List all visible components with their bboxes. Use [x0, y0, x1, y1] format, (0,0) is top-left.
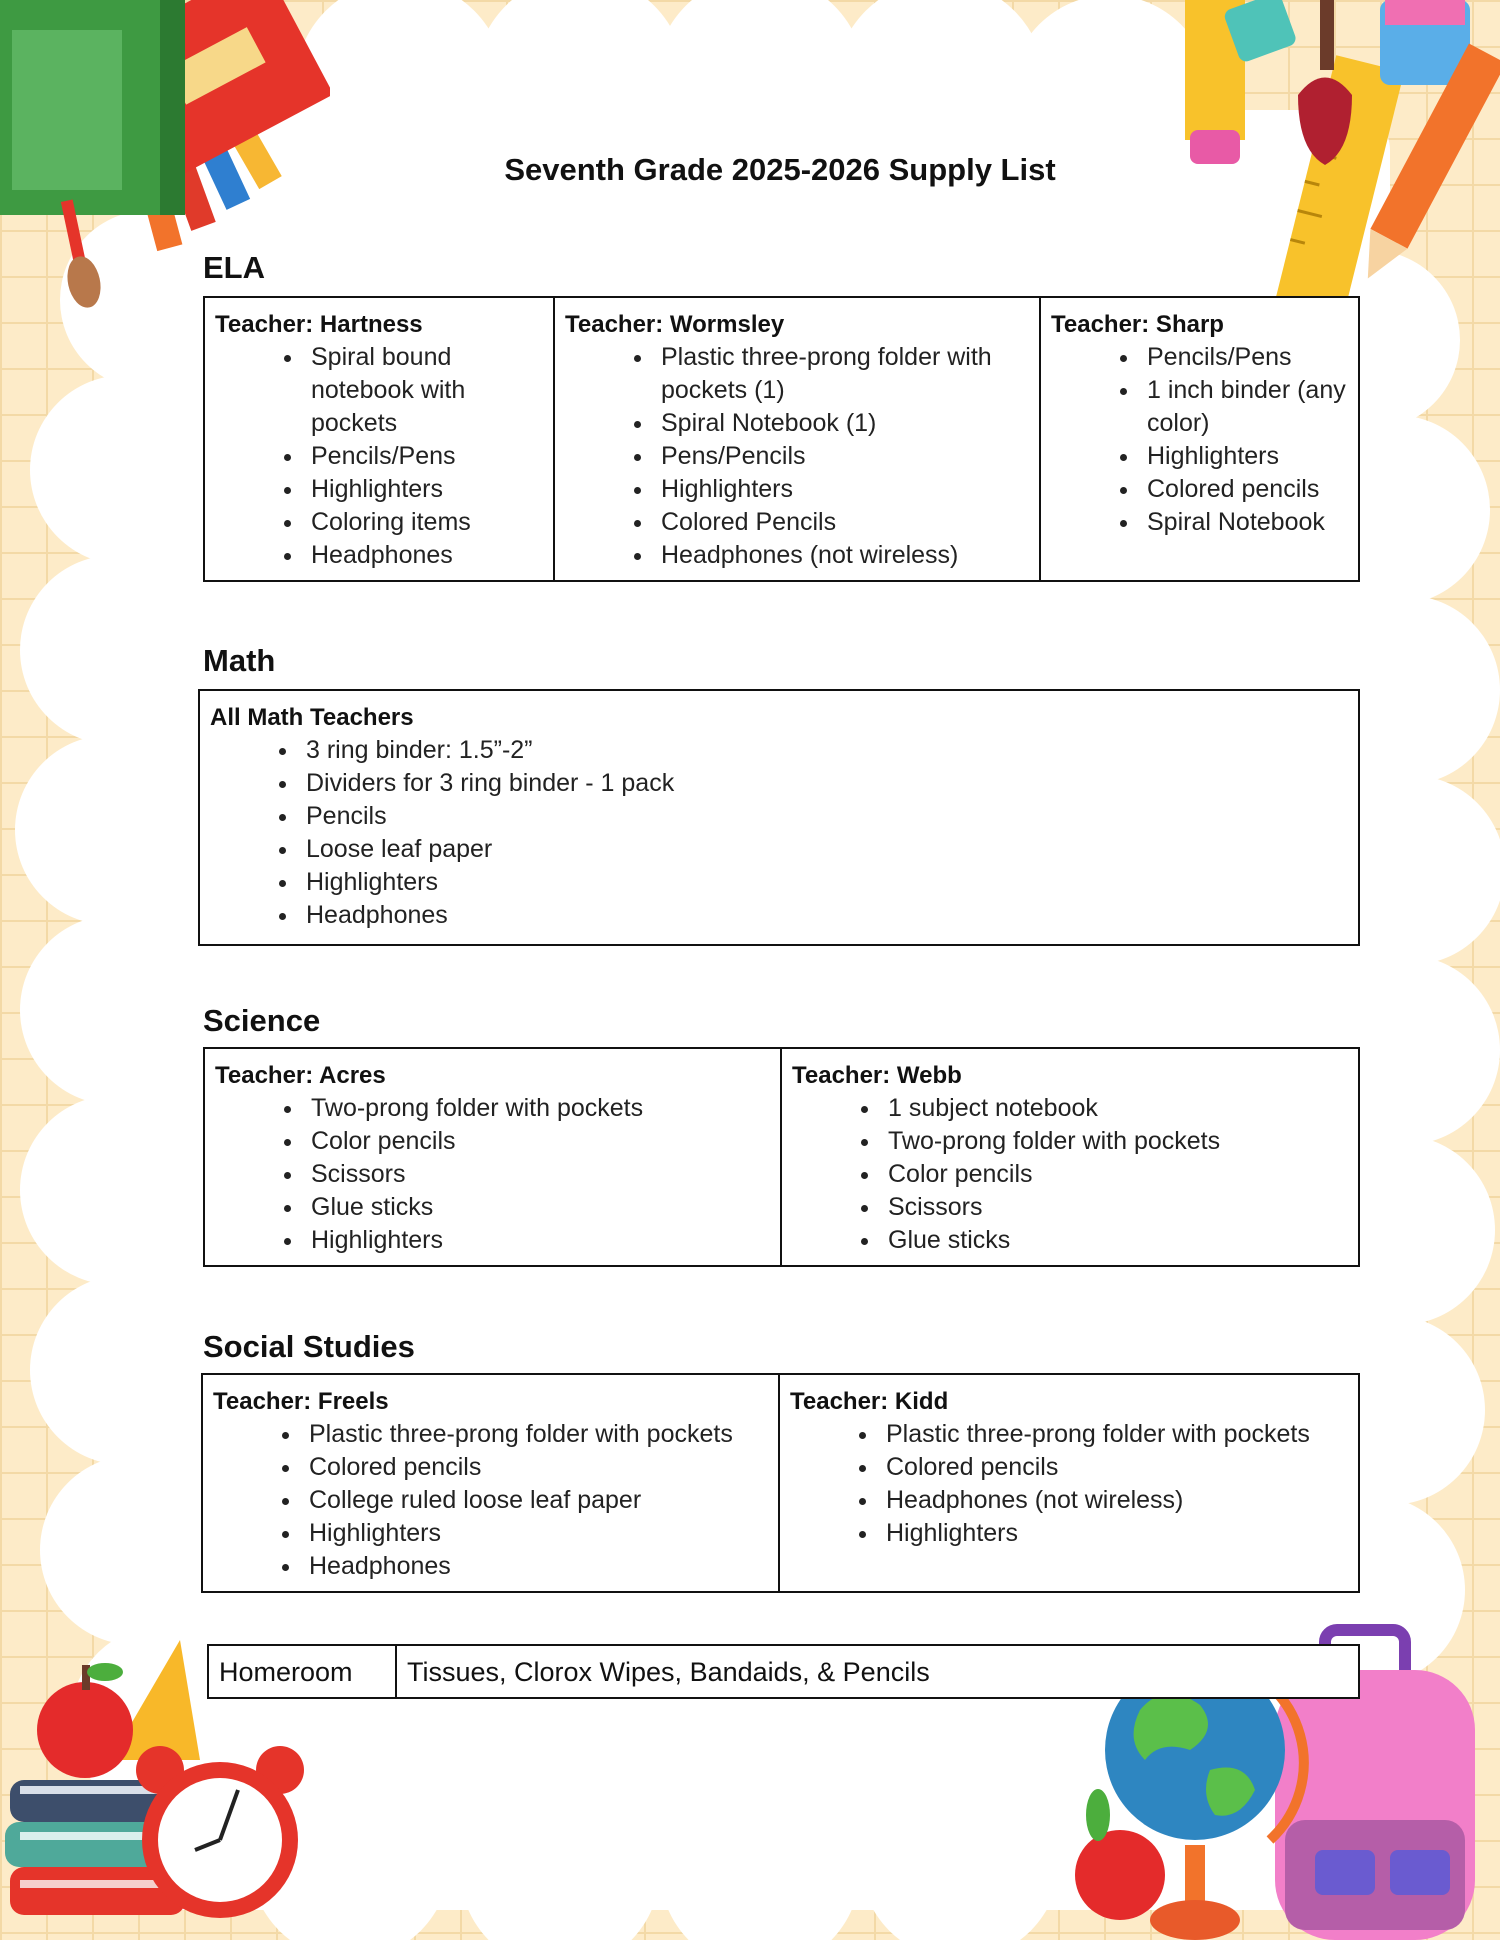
list-item: • Colored pencils: [303, 1451, 770, 1484]
list-item: • Plastic three-prong folder with pockets: [880, 1418, 1350, 1451]
list-item: • Headphones: [300, 899, 1350, 932]
list-item: • Scissors: [305, 1158, 772, 1191]
list-item: • Highlighters: [655, 473, 1031, 506]
supply-list: [1051, 341, 1350, 539]
list-item: • Highlighters: [1141, 440, 1350, 473]
paintbrush-icon: [61, 200, 105, 311]
list-item: • Spiral bound notebook with pockets: [305, 341, 545, 440]
science-table: [203, 1047, 1360, 1267]
list-item: • Headphones (not wireless): [880, 1484, 1350, 1517]
list-item: • Highlighters: [300, 866, 1350, 899]
math-table: [198, 689, 1360, 946]
teacher-name: Teacher: Kidd: [790, 1388, 949, 1415]
list-item: • Headphones: [305, 539, 545, 572]
supply-list: [215, 1092, 772, 1257]
list-item: • Headphones: [303, 1550, 770, 1583]
list-item: • Headphones (not wireless): [655, 539, 1031, 572]
homeroom-table: [207, 1644, 1360, 1699]
supply-list: [790, 1418, 1350, 1550]
list-item: • Coloring items: [305, 506, 545, 539]
teacher-name: Teacher: Sharp: [1051, 311, 1224, 338]
teacher-cell-hartness: [204, 297, 554, 581]
page-title: Seventh Grade 2025-2026 Supply List: [504, 152, 1056, 187]
list-item: • Colored pencils: [880, 1451, 1350, 1484]
supply-list: [215, 341, 545, 572]
ela-table: [203, 296, 1360, 582]
teacher-name: Teacher: Hartness: [215, 311, 423, 338]
teacher-cell-wormsley: [554, 297, 1040, 581]
homeroom-items: Tissues, Clorox Wipes, Bandaids, & Pencils: [396, 1645, 1359, 1698]
list-item: • Pencils/Pens: [1141, 341, 1350, 374]
list-item: • 3 ring binder: 1.5”-2”: [300, 734, 1350, 767]
list-item: • Highlighters: [303, 1517, 770, 1550]
list-item: • Highlighters: [305, 1224, 772, 1257]
list-item: • Spiral Notebook: [1141, 506, 1350, 539]
teacher-cell-webb: [781, 1048, 1359, 1266]
teacher-name: Teacher: Wormsley: [565, 311, 785, 338]
list-item: • Glue sticks: [305, 1191, 772, 1224]
list-item: • Colored Pencils: [655, 506, 1031, 539]
list-item: • 1 inch binder (any color): [1141, 374, 1350, 440]
list-item: • Pencils: [300, 800, 1350, 833]
supply-list: [565, 341, 1031, 572]
teacher-cell-all-math: [199, 690, 1359, 945]
list-item: • Pens/Pencils: [655, 440, 1031, 473]
list-item: • Colored pencils: [1141, 473, 1350, 506]
list-item: • College ruled loose leaf paper: [303, 1484, 770, 1517]
list-item: • Color pencils: [305, 1125, 772, 1158]
section-heading-science: Science: [203, 1003, 321, 1038]
teacher-cell-freels: [202, 1374, 779, 1592]
list-item: • Two-prong folder with pockets: [305, 1092, 772, 1125]
teacher-cell-kidd: [779, 1374, 1359, 1592]
list-item: • Scissors: [882, 1191, 1350, 1224]
list-item: • Glue sticks: [882, 1224, 1350, 1257]
list-item: • Dividers for 3 ring binder - 1 pack: [300, 767, 1350, 800]
supply-list: [213, 1418, 770, 1583]
list-item: • Color pencils: [882, 1158, 1350, 1191]
list-item: • Plastic three-prong folder with pockets (1): [655, 341, 1031, 407]
apple-icon: [37, 1663, 133, 1778]
list-item: • Spiral Notebook (1): [655, 407, 1031, 440]
section-heading-ela: ELA: [203, 250, 265, 285]
teacher-name: All Math Teachers: [210, 704, 414, 731]
teacher-name: Teacher: Freels: [213, 1388, 389, 1415]
section-heading-math: Math: [203, 643, 276, 678]
section-heading-social-studies: Social Studies: [203, 1329, 415, 1364]
supply-list: [210, 734, 1350, 932]
teacher-cell-acres: [204, 1048, 781, 1266]
supply-list: [792, 1092, 1350, 1257]
teacher-cell-sharp: [1040, 297, 1359, 581]
list-item: • Highlighters: [305, 473, 545, 506]
teacher-name: Teacher: Webb: [792, 1062, 962, 1089]
list-item: • Loose leaf paper: [300, 833, 1350, 866]
list-item: • Highlighters: [880, 1517, 1350, 1550]
list-item: • Plastic three-prong folder with pockets: [303, 1418, 770, 1451]
teacher-name: Teacher: Acres: [215, 1062, 386, 1089]
list-item: • Two-prong folder with pockets: [882, 1125, 1350, 1158]
homeroom-label: Homeroom: [208, 1645, 396, 1698]
list-item: • 1 subject notebook: [882, 1092, 1350, 1125]
list-item: • Pencils/Pens: [305, 440, 545, 473]
social-studies-table: [201, 1373, 1360, 1593]
